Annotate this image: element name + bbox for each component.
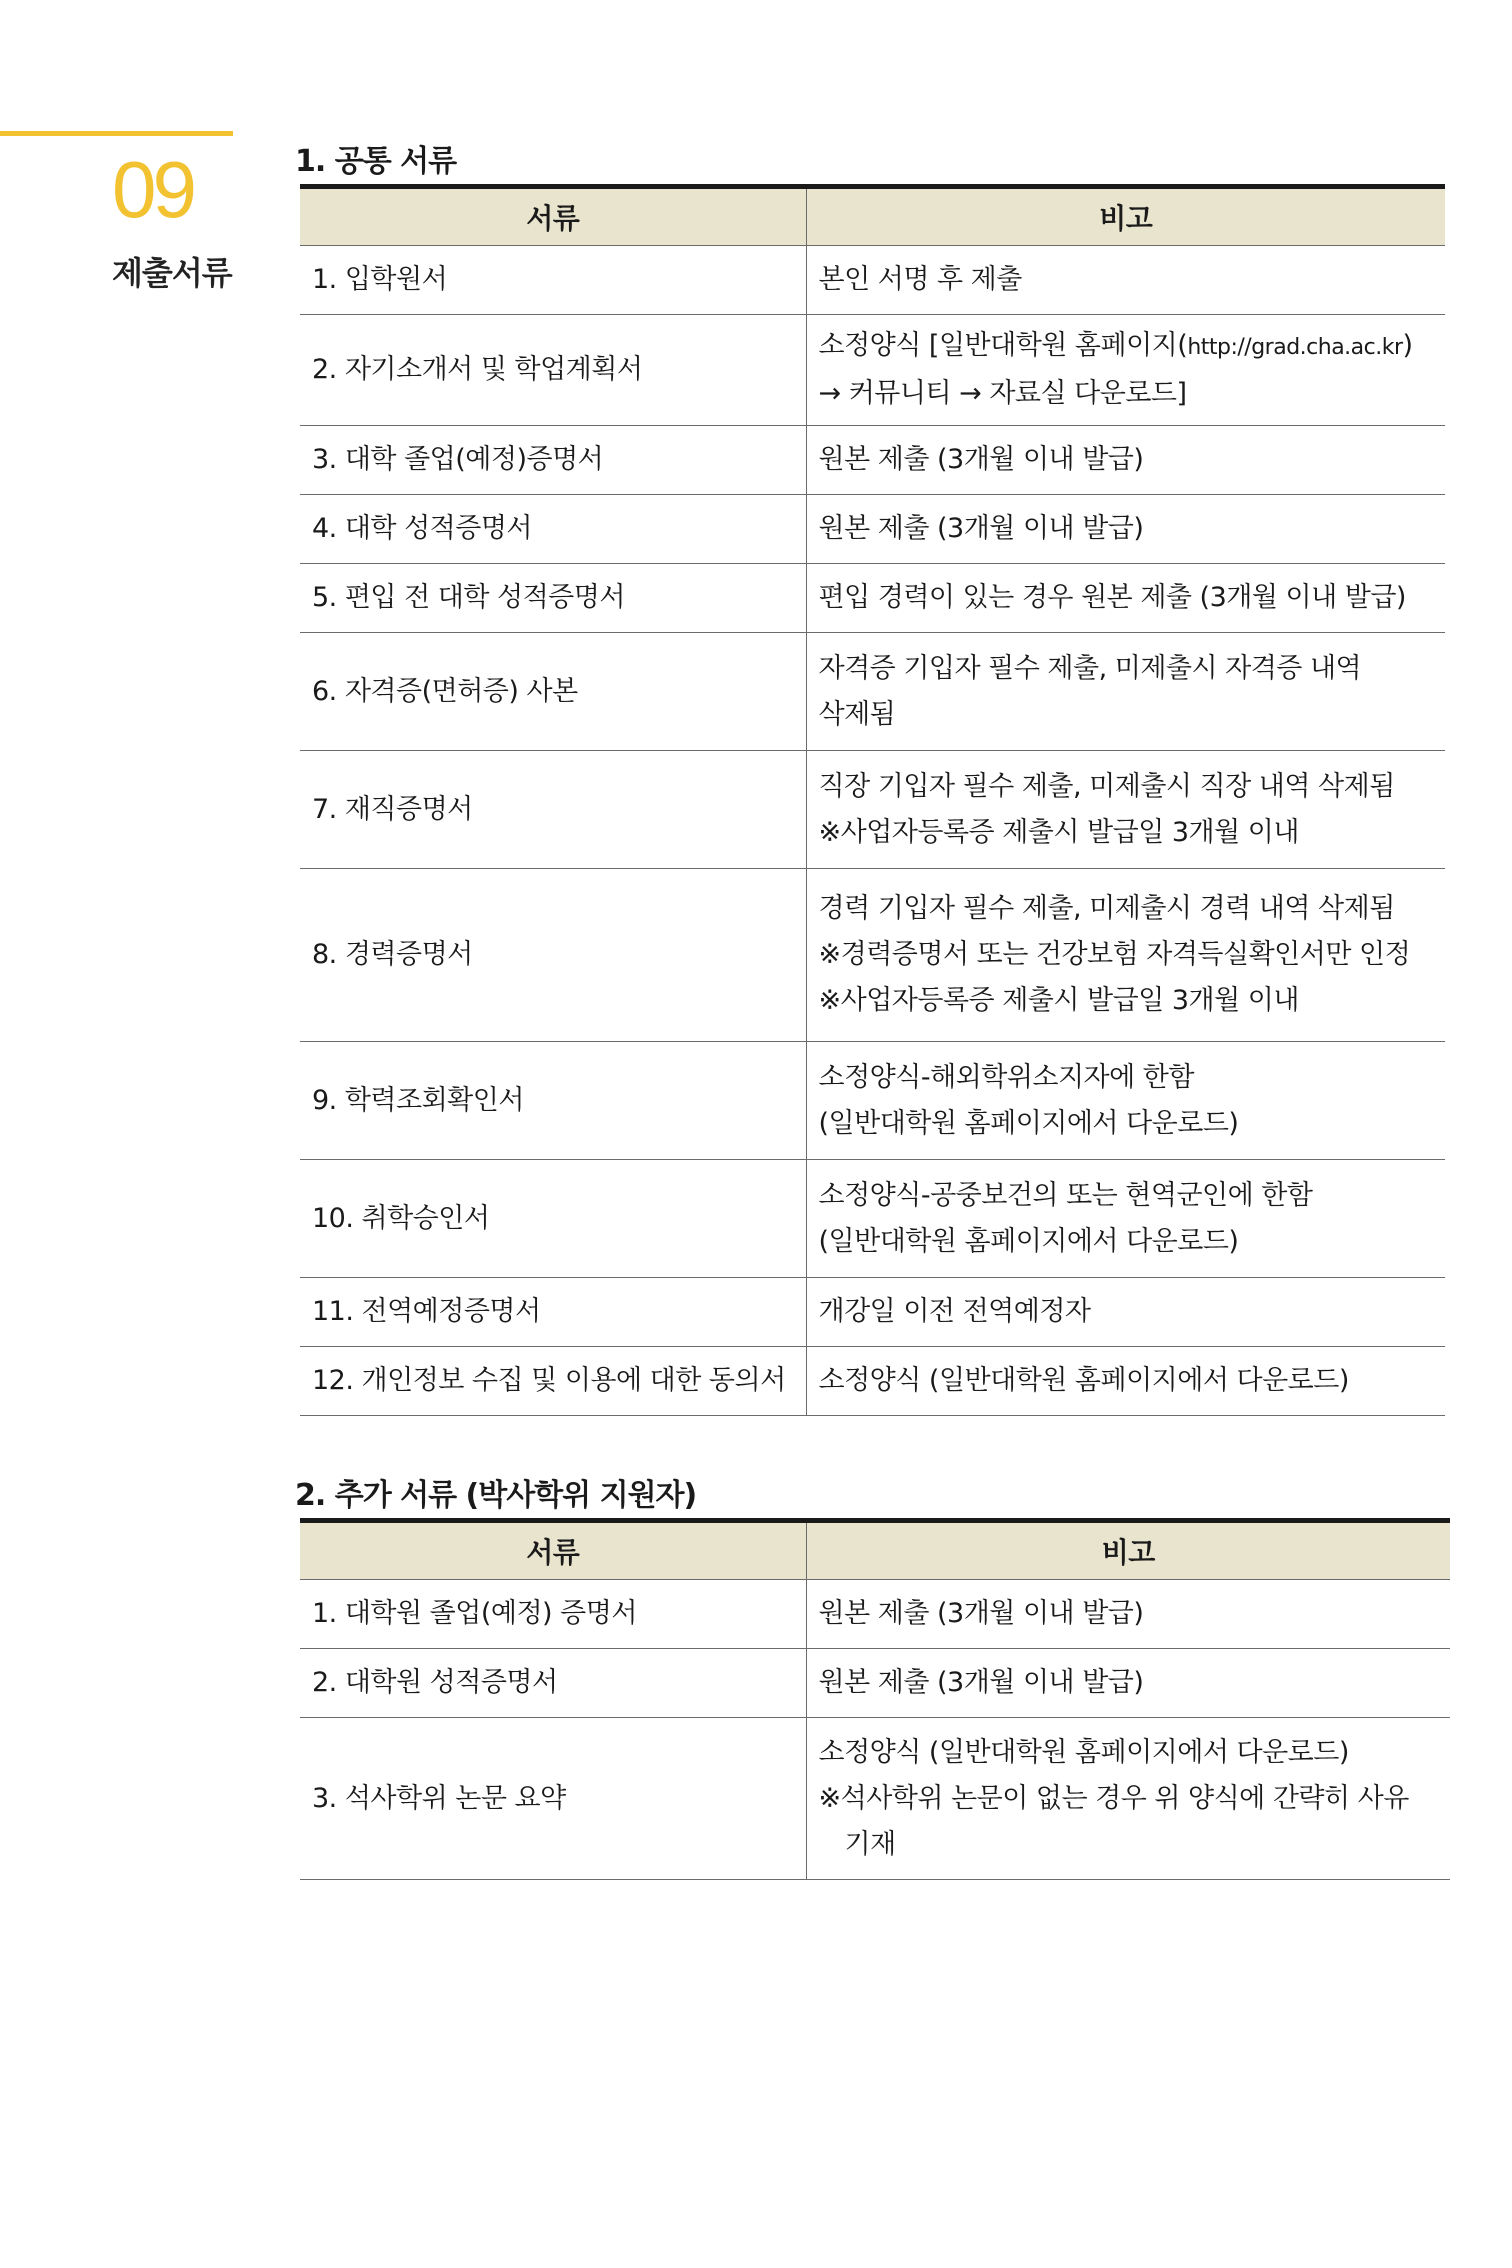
remarks-text: 원본 제출 (3개월 이내 발급): [818, 513, 1144, 544]
remarks-text: 삭제됨: [818, 698, 896, 730]
remarks-text: 편입 경력이 있는 경우 원본 제출 (3개월 이내 발급): [818, 582, 1406, 613]
remarks-cell: [806, 1718, 1450, 1880]
table-row: [300, 564, 1445, 633]
remarks-cell: [806, 564, 1445, 633]
remarks-text: 원본 제출 (3개월 이내 발급): [818, 1598, 1144, 1629]
document-name: 5. 편입 전 대학 성적증명서: [300, 564, 806, 633]
remarks-text: 본인 서명 후 제출: [818, 264, 1022, 295]
remarks-cell: [806, 633, 1445, 751]
document-name: 2. 대학원 성적증명서: [300, 1649, 806, 1718]
table-row: [300, 751, 1445, 869]
document-name: 7. 재직증명서: [300, 751, 806, 869]
column-header-remarks: 비고: [806, 187, 1445, 246]
document-name: 11. 전역예정증명서: [300, 1278, 806, 1347]
remarks-cell: [806, 315, 1445, 426]
chapter-title: 제출서류: [112, 254, 232, 292]
remarks-text: ※사업자등록증 제출시 발급일 3개월 이내: [818, 985, 1299, 1016]
remarks-cell: [806, 1042, 1445, 1160]
remarks-text: 기재: [844, 1828, 896, 1860]
remarks-text: 경력 기입자 필수 제출, 미제출시 경력 내역 삭제됨: [818, 893, 1395, 924]
remarks-text: 개강일 이전 전역예정자: [818, 1296, 1091, 1327]
remarks-text: (일반대학원 홈페이지에서 다운로드): [818, 1225, 1239, 1257]
column-header-remarks: 비고: [806, 1521, 1450, 1580]
remarks-text: ※석사학위 논문이 없는 경우 위 양식에 간략히 사유: [818, 1782, 1409, 1814]
remarks-text: (일반대학원 홈페이지에서 다운로드): [818, 1107, 1239, 1139]
remarks-text: 소정양식-해외학위소지자에 한함: [818, 1061, 1194, 1093]
table-row: [300, 1042, 1445, 1160]
additional-documents-table: [300, 1518, 1450, 1880]
column-header-document: 서류: [300, 1521, 806, 1580]
table-row: [300, 633, 1445, 751]
remarks-cell: [806, 1580, 1450, 1649]
remarks-text: → 커뮤니티 → 자료실 다운로드]: [818, 378, 1187, 409]
remarks-cell: [806, 246, 1445, 315]
remarks-text: 원본 제출 (3개월 이내 발급): [818, 444, 1144, 475]
remarks-cell: [806, 1278, 1445, 1347]
table-row: [300, 426, 1445, 495]
section-title-additional: 2. 추가 서류 (박사학위 지원자): [295, 1478, 697, 1513]
table-row: [300, 495, 1445, 564]
document-name: 3. 석사학위 논문 요약: [300, 1718, 806, 1880]
document-name: 9. 학력조회확인서: [300, 1042, 806, 1160]
remarks-text: 자격증 기입자 필수 제출, 미제출시 자격증 내역: [818, 652, 1362, 684]
remarks-cell: [806, 1649, 1450, 1718]
remarks-text: 소정양식 [일반대학원 홈페이지(http://grad.cha.ac.kr): [818, 330, 1413, 361]
column-header-document: 서류: [300, 187, 806, 246]
table-row: [300, 869, 1445, 1042]
remarks-text: 소정양식 (일반대학원 홈페이지에서 다운로드): [818, 1736, 1349, 1768]
document-name: 8. 경력증명서: [300, 869, 806, 1042]
table-header-row: [300, 1521, 1450, 1580]
document-name: 2. 자기소개서 및 학업계획서: [300, 315, 806, 426]
remarks-cell: [806, 426, 1445, 495]
document-name: 4. 대학 성적증명서: [300, 495, 806, 564]
table-row: [300, 1649, 1450, 1718]
remarks-cell: [806, 495, 1445, 564]
remarks-text: 소정양식-공중보건의 또는 현역군인에 한함: [818, 1179, 1313, 1211]
document-name: 1. 대학원 졸업(예정) 증명서: [300, 1580, 806, 1649]
table-row: [300, 1278, 1445, 1347]
remarks-text: 소정양식 (일반대학원 홈페이지에서 다운로드): [818, 1365, 1349, 1396]
document-name: 3. 대학 졸업(예정)증명서: [300, 426, 806, 495]
remarks-text: ※경력증명서 또는 건강보험 자격득실확인서만 인정: [818, 939, 1411, 970]
remarks-cell: [806, 751, 1445, 869]
chapter-number: 09: [112, 145, 193, 234]
remarks-text: ※사업자등록증 제출시 발급일 3개월 이내: [818, 816, 1299, 848]
table-row: [300, 315, 1445, 426]
table-row: [300, 246, 1445, 315]
document-name: 6. 자격증(면허증) 사본: [300, 633, 806, 751]
remarks-text: 직장 기입자 필수 제출, 미제출시 직장 내역 삭제됨: [818, 770, 1395, 802]
document-name: 10. 취학승인서: [300, 1160, 806, 1278]
table-header-row: [300, 187, 1445, 246]
common-documents-table: [300, 184, 1445, 1416]
table-row: [300, 1347, 1445, 1416]
homepage-url: http://grad.cha.ac.kr: [1187, 335, 1403, 360]
section-title-common: 1. 공통 서류: [295, 144, 457, 179]
remarks-text: 원본 제출 (3개월 이내 발급): [818, 1667, 1144, 1698]
table-row: [300, 1580, 1450, 1649]
document-name: 12. 개인정보 수집 및 이용에 대한 동의서: [300, 1347, 806, 1416]
remarks-cell: [806, 1160, 1445, 1278]
table-row: [300, 1160, 1445, 1278]
table-row: [300, 1718, 1450, 1880]
remarks-cell: [806, 869, 1445, 1042]
remarks-cell: [806, 1347, 1445, 1416]
side-accent-rule: [0, 131, 233, 136]
document-name: 1. 입학원서: [300, 246, 806, 315]
